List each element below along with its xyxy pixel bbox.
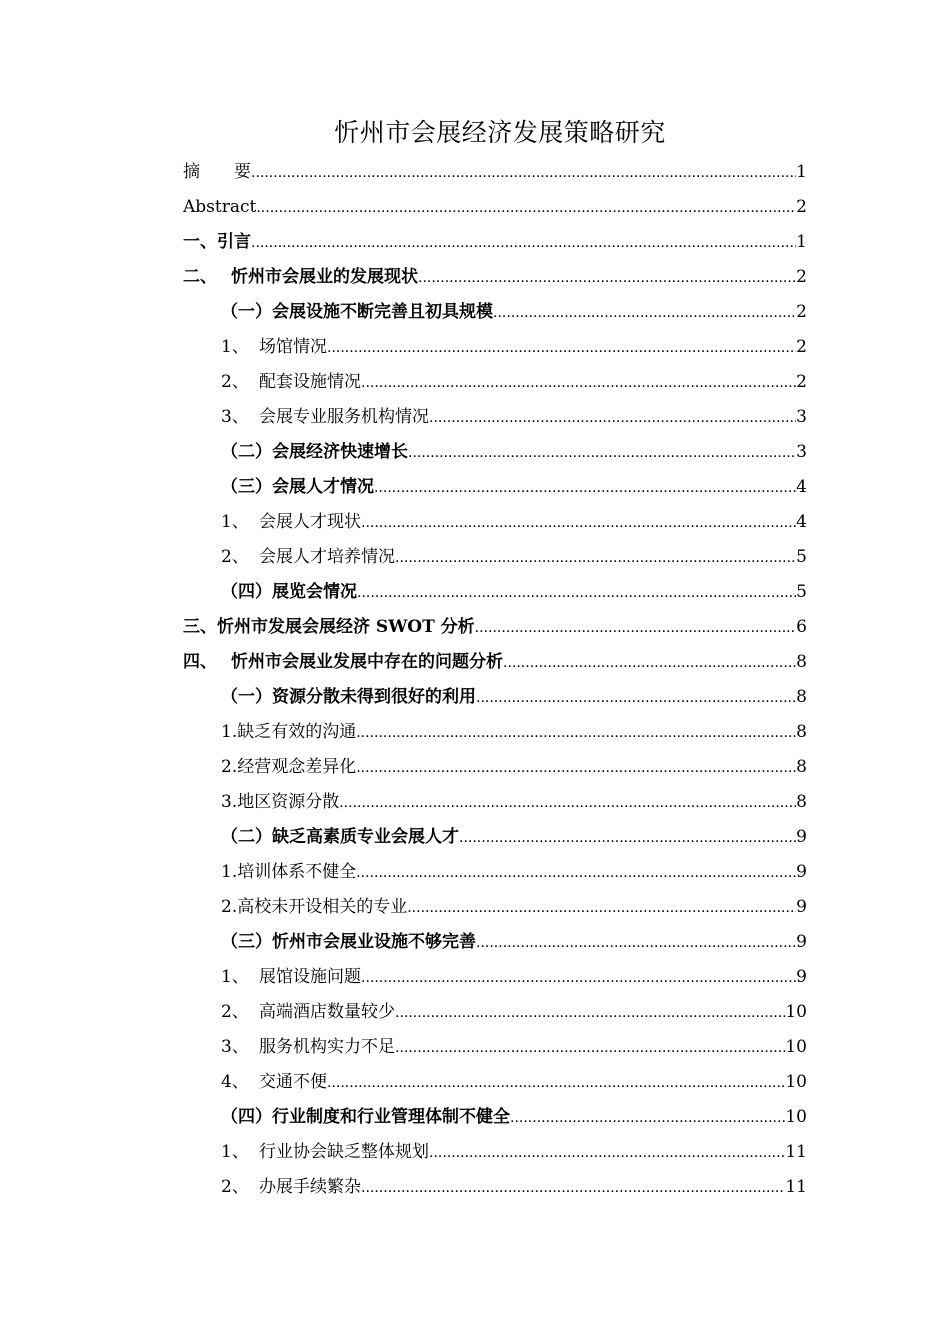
toc-entry-number: 2、 (221, 372, 249, 392)
toc-dot-leader (356, 856, 796, 891)
toc-entry-label (183, 155, 251, 190)
toc-entry[interactable] (183, 575, 807, 610)
toc-entry-text: （三）会展人才情况 (221, 477, 374, 497)
toc-entry[interactable] (183, 960, 807, 995)
toc-dot-leader (429, 401, 796, 436)
toc-entry-label (221, 820, 459, 855)
toc-entry[interactable] (183, 540, 807, 575)
toc-entry-label (183, 610, 475, 645)
toc-entry-label (221, 1100, 510, 1135)
toc-dot-leader (418, 261, 796, 296)
toc-entry[interactable] (183, 1030, 807, 1065)
toc-entry-number: 3、 (221, 407, 249, 427)
toc-entry-number: 4、 (221, 1072, 249, 1092)
toc-entry[interactable] (183, 1135, 807, 1170)
toc-dot-leader (361, 366, 796, 401)
toc-page-number: 6 (796, 617, 807, 637)
toc-entry-label (221, 785, 339, 820)
toc-entry-text: 会展专业服务机构情况 (259, 407, 429, 427)
toc-entry-label (221, 750, 356, 785)
toc-dot-leader (407, 891, 796, 926)
toc-dot-leader (510, 1101, 785, 1136)
toc-entry-label (221, 295, 493, 330)
toc-page-number: 8 (796, 792, 807, 812)
toc-dot-leader (493, 296, 796, 331)
toc-entry[interactable] (183, 610, 807, 645)
toc-dot-leader (395, 1031, 785, 1066)
toc-page-number: 4 (796, 512, 807, 532)
toc-dot-leader (475, 611, 797, 646)
toc-page-number: 10 (785, 1072, 807, 1092)
toc-entry-text: 办展手续繁杂 (259, 1177, 361, 1197)
toc-entry[interactable] (183, 365, 807, 400)
toc-entry[interactable] (183, 995, 807, 1030)
toc-entry-text: （一）会展设施不断完善且初具规模 (221, 302, 493, 322)
toc-dot-leader (356, 716, 796, 751)
toc-entry-label (221, 715, 356, 750)
toc-entry[interactable] (183, 505, 807, 540)
toc-page-number: 2 (796, 372, 807, 392)
toc-dot-leader (361, 506, 796, 541)
toc-page-number: 2 (796, 197, 807, 217)
toc-entry-label (221, 365, 361, 400)
toc-entry[interactable] (183, 785, 807, 820)
toc-entry-label (221, 960, 361, 995)
toc-dot-leader (361, 1171, 785, 1206)
toc-dot-leader (395, 996, 785, 1031)
toc-page-number: 9 (796, 967, 807, 987)
toc-entry[interactable] (183, 645, 807, 680)
toc-entry-label (221, 1170, 361, 1205)
toc-page-number: 10 (785, 1002, 807, 1022)
toc-entry[interactable] (183, 1170, 807, 1205)
toc-entry-text: 2.高校未开设相关的专业 (221, 897, 408, 917)
toc-entry-label (221, 680, 476, 715)
toc-entry[interactable] (183, 155, 807, 190)
toc-entry-label (221, 925, 476, 960)
toc-entry-text: 2.经营观念差异化 (221, 757, 357, 777)
toc-page-number: 8 (796, 722, 807, 742)
toc-entry-text: 1.缺乏有效的沟通 (221, 722, 357, 742)
toc-entry-text: （二）缺乏高素质专业会展人才 (221, 827, 459, 847)
toc-entry-text: 交通不便 (259, 1072, 327, 1092)
toc-page-number: 11 (785, 1177, 807, 1197)
toc-entry-number: 1、 (221, 337, 249, 357)
toc-entry-number: 2、 (221, 1002, 249, 1022)
toc-page-number: 5 (796, 547, 807, 567)
toc-page-number: 8 (796, 652, 807, 672)
toc-page-number: 10 (785, 1037, 807, 1057)
toc-entry-number: 1、 (221, 967, 249, 987)
toc-entry-number: 3、 (221, 1037, 249, 1057)
toc-entry-label (221, 470, 374, 505)
toc-entry[interactable] (183, 890, 807, 925)
toc-entry[interactable] (183, 260, 807, 295)
toc-entry[interactable] (183, 1100, 807, 1135)
toc-entry-text: （三）忻州市会展业设施不够完善 (221, 932, 476, 952)
toc-entry[interactable] (183, 680, 807, 715)
toc-entry[interactable] (183, 925, 807, 960)
toc-entry-number: 1、 (221, 1142, 249, 1162)
toc-entry-label (221, 540, 395, 575)
toc-entry-label (221, 435, 408, 470)
toc-entry-text: 场馆情况 (259, 337, 327, 357)
toc-dot-leader (408, 436, 796, 471)
toc-page-number: 5 (796, 582, 807, 602)
toc-dot-leader (356, 751, 796, 786)
toc-entry-number: 二、 (183, 267, 217, 287)
toc-page-number: 8 (796, 687, 807, 707)
toc-page-number: 9 (796, 862, 807, 882)
toc-dot-leader (395, 541, 796, 576)
toc-entry-label (221, 575, 357, 610)
toc-entry-label (221, 855, 356, 890)
toc-entry-label (183, 190, 256, 225)
toc-dot-leader (374, 471, 796, 506)
toc-entry[interactable] (183, 435, 807, 470)
toc-dot-leader (361, 961, 796, 996)
toc-entry-label (221, 1065, 327, 1100)
toc-page-number: 2 (796, 337, 807, 357)
toc-dot-leader (251, 156, 796, 191)
toc-page-number: 1 (796, 162, 807, 182)
toc-entry-text: 忻州市会展业发展中存在的问题分析 (231, 652, 503, 672)
toc-entry[interactable] (183, 330, 807, 365)
toc-page-number: 10 (785, 1107, 807, 1127)
toc-entry-text: 服务机构实力不足 (259, 1037, 395, 1057)
toc-entry-number: 2、 (221, 547, 249, 567)
toc-entry-label (221, 400, 429, 435)
toc-entry-text: 会展人才现状 (259, 512, 361, 532)
toc-dot-leader (459, 821, 796, 856)
toc-entry-label (221, 1030, 395, 1065)
toc-entry-text: 3.地区资源分散 (221, 792, 340, 812)
toc-page-number: 1 (796, 232, 807, 252)
toc-entry-text: 会展人才培养情况 (259, 547, 395, 567)
toc-entry-number: 1、 (221, 512, 249, 532)
toc-entry-text: 1.培训体系不健全 (221, 862, 357, 882)
table-of-contents (183, 155, 807, 1205)
toc-page-number: 9 (796, 932, 807, 952)
toc-entry[interactable] (183, 1065, 807, 1100)
toc-dot-leader (339, 786, 796, 821)
toc-page-number: 2 (796, 267, 807, 287)
toc-entry-text: Abstract (183, 197, 257, 217)
toc-entry-label (221, 890, 407, 925)
toc-page-number: 4 (796, 477, 807, 497)
toc-entry-label (221, 330, 327, 365)
toc-entry[interactable] (183, 190, 807, 225)
toc-entry[interactable] (183, 715, 807, 750)
toc-entry-label (183, 645, 503, 680)
toc-entry[interactable] (183, 225, 807, 260)
toc-entry-label (221, 995, 395, 1030)
toc-page-number: 11 (785, 1142, 807, 1162)
toc-entry-text: （四）展览会情况 (221, 582, 357, 602)
toc-entry-text: 行业协会缺乏整体规划 (259, 1142, 429, 1162)
toc-entry-text: 摘 要 (183, 162, 251, 182)
toc-dot-leader (476, 926, 796, 961)
toc-entry-text: 一、引言 (183, 232, 251, 252)
toc-page-number: 8 (796, 757, 807, 777)
toc-entry-label (221, 505, 361, 540)
toc-entry-number: 2、 (221, 1177, 249, 1197)
toc-dot-leader (327, 331, 796, 366)
document-title: 忻州市会展经济发展策略研究 (334, 118, 666, 147)
toc-page-number: 3 (796, 442, 807, 462)
toc-dot-leader (503, 646, 796, 681)
toc-entry[interactable] (183, 750, 807, 785)
toc-dot-leader (251, 226, 796, 261)
toc-entry[interactable] (183, 820, 807, 855)
toc-page-number: 9 (796, 897, 807, 917)
toc-entry-text: 三、忻州市发展会展经济 SWOT 分析 (183, 617, 475, 637)
toc-entry-label (183, 260, 418, 295)
toc-dot-leader (429, 1136, 785, 1171)
toc-entry-text: （一）资源分散未得到很好的利用 (221, 687, 476, 707)
toc-page-number: 3 (796, 407, 807, 427)
toc-entry[interactable] (183, 855, 807, 890)
toc-entry-text: （四）行业制度和行业管理体制不健全 (221, 1107, 510, 1127)
toc-entry-text: 高端酒店数量较少 (259, 1002, 395, 1022)
toc-entry-text: 配套设施情况 (259, 372, 361, 392)
toc-dot-leader (357, 576, 796, 611)
toc-page-number: 9 (796, 827, 807, 847)
toc-entry-label (221, 1135, 429, 1170)
toc-entry[interactable] (183, 295, 807, 330)
toc-entry-text: 展馆设施问题 (259, 967, 361, 987)
toc-entry[interactable] (183, 470, 807, 505)
toc-entry-text: （二）会展经济快速增长 (221, 442, 408, 462)
toc-entry[interactable] (183, 400, 807, 435)
toc-entry-label (183, 225, 251, 260)
toc-dot-leader (327, 1066, 785, 1101)
toc-entry-text: 忻州市会展业的发展现状 (231, 267, 418, 287)
toc-dot-leader (476, 681, 796, 716)
toc-entry-number: 四、 (183, 652, 217, 672)
toc-dot-leader (256, 191, 796, 226)
toc-page-number: 2 (796, 302, 807, 322)
